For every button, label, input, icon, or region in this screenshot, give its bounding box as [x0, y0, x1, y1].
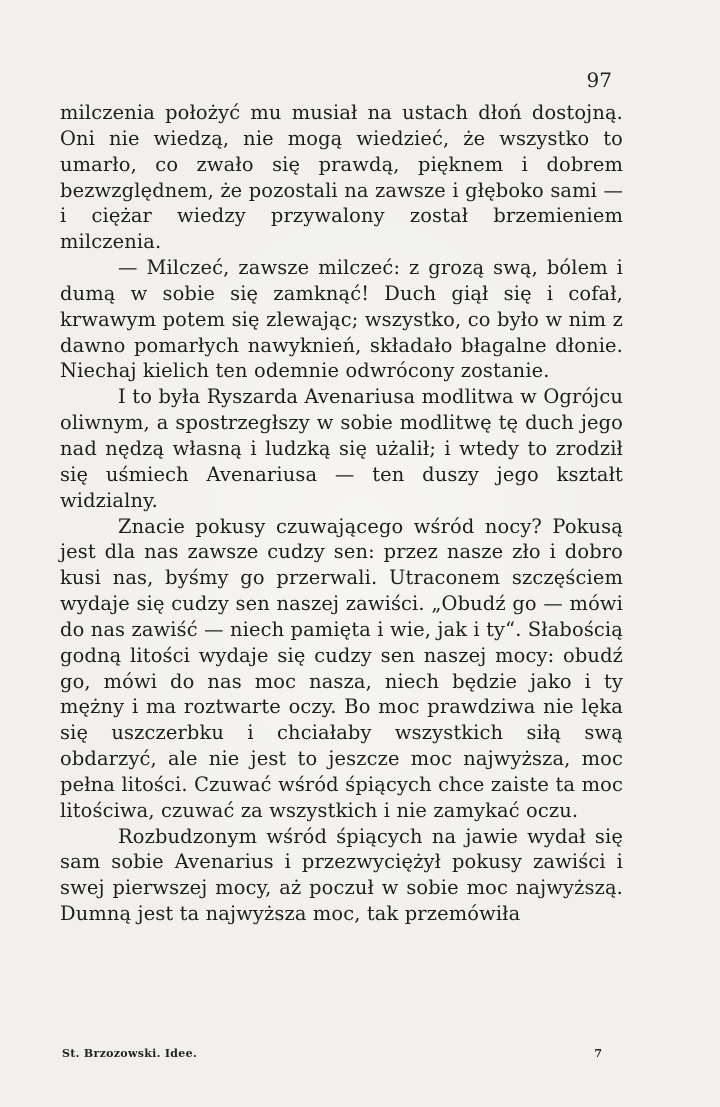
- paragraph-2: — Milczeć, zawsze milczeć: z grozą swą, bólem i dumą w sobie się zamknąć! Duch giął się i cofał, krwawym potem się zlewając; wszystko, co było w nim z dawno pomarłych nawyknień, składało błagalne dłonie. Niechaj kielich ten odemnie odwrócony zostanie.: [60, 256, 623, 383]
- printer-signature: St. Brzozowski. Idee.: [62, 1047, 198, 1060]
- body-text: [60, 100, 623, 927]
- page-footer: [62, 1047, 602, 1060]
- signature-number: 7: [594, 1047, 602, 1060]
- paragraph-5: Rozbudzonym wśród śpiących na jawie wydał się sam sobie Avenarius i przezwyciężył pokusy zawiści i swej pierwszej mocy, aż poczuł w sobie moc najwyższą. Dumną jest ta najwyższa moc, tak przemówiła: [60, 824, 623, 926]
- page-number: 97: [586, 68, 612, 92]
- paragraph-4: Znacie pokusy czuwającego wśród nocy? Pokusą jest dla nas zawsze cudzy sen: przez nasze zło i dobro kusi nas, byśmy go przerwali. Utraconem szczęściem wydaje się cudzy sen naszej zawiści. „Obudź go — mówi do nas zawiść — niech pamięta i wie, jak i ty“. Słabością godną litości wydaje się cudzy sen naszej mocy: obudź go, mówi do nas moc nasza, niech będzie jako i ty mężny i ma roztwarte oczy. Bo moc prawdziwa nie lęka się uszczerbku i chciałaby wszystkich siłą swą obdarzyć, ale nie jest to jeszcze moc najwyższa, moc pełna litości. Czuwać wśród śpiących chce zaiste ta moc litościwa, czuwać za wszystkich i nie zamykać oczu.: [60, 514, 623, 822]
- paragraph-3: I to była Ryszarda Avenariusa modlitwa w Ogrójcu oliwnym, a spostrzegłszy w sobie modlitwę tę duch jego nad nędzą własną i ludzką się użalił; i wtedy to zrodził się uśmiech Avenariusa — ten duszy jego kształt widzialny.: [60, 385, 623, 512]
- paragraph-1: milczenia położyć mu musiał na ustach dłoń dostojną. Oni nie wiedzą, nie mogą wiedzieć, że wszystko to umarło, co zwało się prawdą, pięknem i dobrem bezwzględnem, że pozostali na zawsze i głęboko sami — i ciężar wiedzy przywalony został brzemieniem milczenia.: [60, 101, 623, 254]
